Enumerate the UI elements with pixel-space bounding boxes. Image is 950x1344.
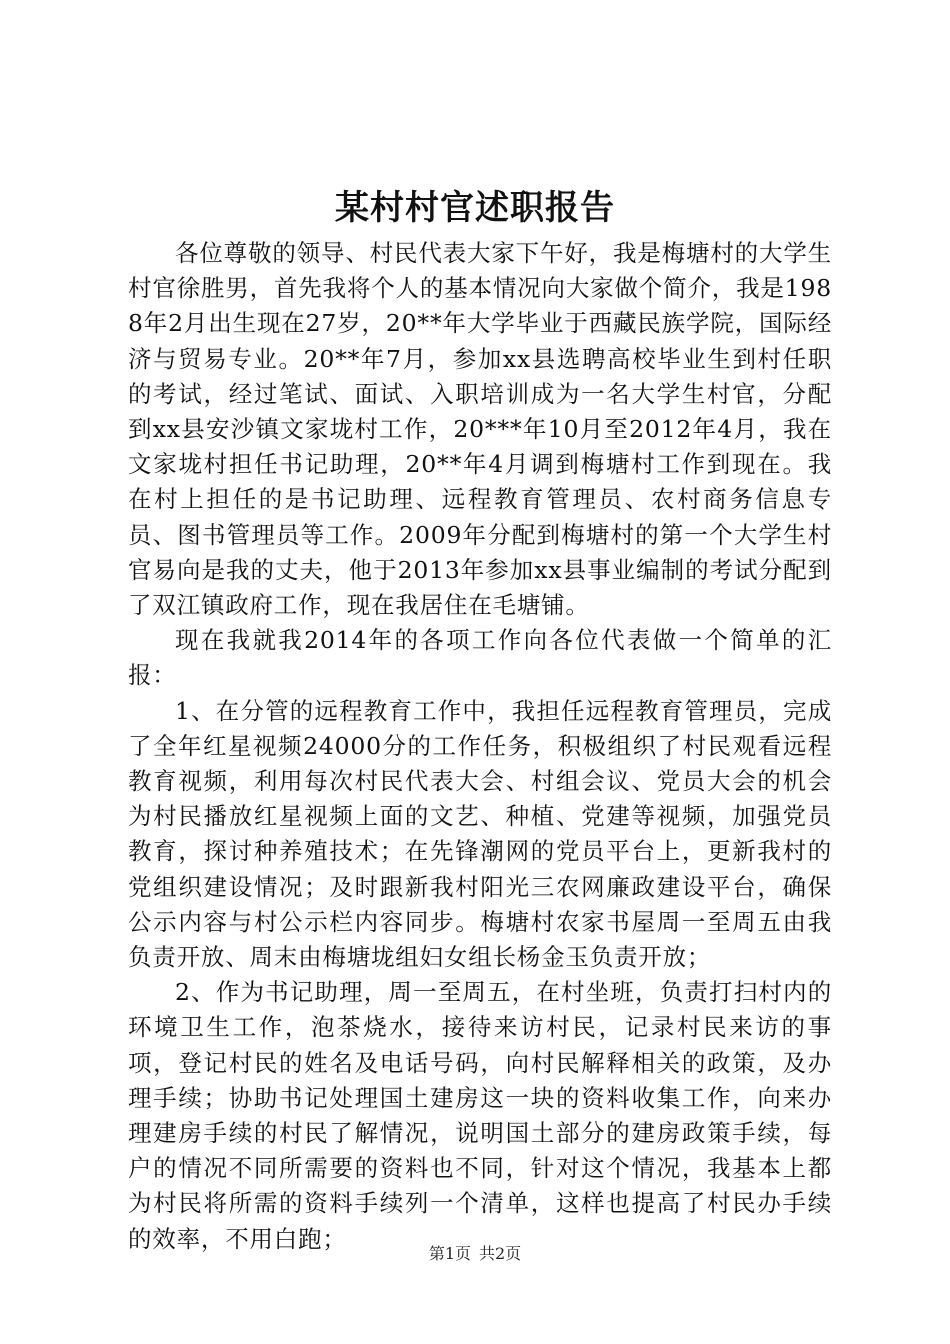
page-footer xyxy=(0,1243,950,1265)
page-number-total: 共2页 xyxy=(479,1244,522,1263)
paragraph-item-1: 1、在分管的远程教育工作中，我担任远程教育管理员，完成了全年红星视频24000分的工作任务，积极组织了村民观看远程教育视频，利用每次村民代表大会、村组会议、党员大会的机会为村民播放红星视频上面的文艺、种植、党建等视频，加强党员教育，探讨种养殖技术；在先锋潮网的党员平台上，更新我村的党组织建设情况；及时跟新我村阳光三农网廉政建设平台，确保公示内容与村公示栏内容同步。梅塘村农家书屋周一至周五由我负责开放、周末由梅塘垅组妇女组长杨金玉负责开放； xyxy=(128,696,832,972)
paragraph-report-intro: 现在我就我2014年的各项工作向各位代表做一个简单的汇报： xyxy=(128,626,832,690)
paragraph-item-2: 2、作为书记助理，周一至周五，在村坐班，负责打扫村内的环境卫生工作，泡茶烧水，接待来访村民，记录村民来访的事项，登记村民的姓名及电话号码，向村民解释相关的政策，及办理手续；协助书记处理国土建房这一块的资料收集工作，向来办理建房手续的村民了解情况，说明国土部分的建房政策手续，每户的情况不同所需要的资料也不同，针对这个情况，我基本上都为村民将所需的资料手续列一个清单，这样也提高了村民办手续的效率，不用白跑； xyxy=(128,978,832,1253)
document-body xyxy=(128,236,832,1257)
paragraph-introduction: 各位尊敬的领导、村民代表大家下午好，我是梅塘村的大学生村官徐胜男，首先我将个人的基本情况向大家做个简介，我是1988年2月出生现在27岁，20**年大学毕业于西藏民族学院，国际经济与贸易专业。20**年7月，参加xx县选聘高校毕业生到村任职的考试，经过笔试、面试、入职培训成为一名大学生村官，分配到xx县安沙镇文家垅村工作，20***年10月至2012年4月，我在文家垅村担任书记助理，20**年4月调到梅塘村工作到现在。我在村上担任的是书记助理、远程教育管理员、农村商务信息专员、图书管理员等工作。2009年分配到梅塘村的第一个大学生村官易向是我的丈夫，他于2013年参加xx县事业编制的考试分配到了双江镇政府工作，现在我居住在毛塘铺。 xyxy=(128,239,832,620)
page-number-current: 第1页 xyxy=(428,1244,471,1263)
document-title: 某村村官述职报告 xyxy=(335,188,615,228)
